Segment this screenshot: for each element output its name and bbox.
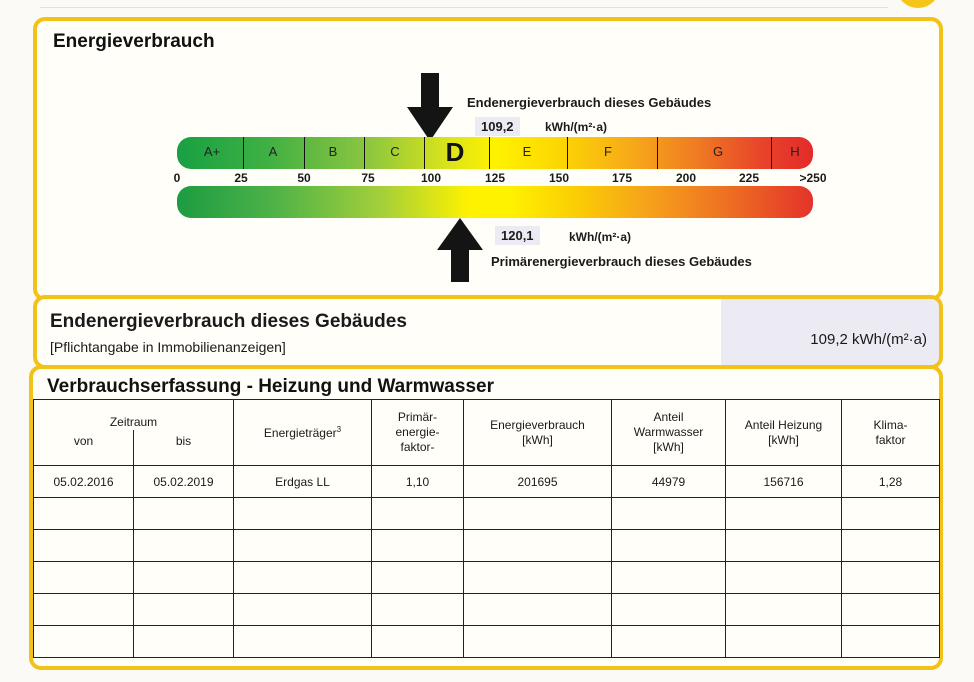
primary-energy-bar	[177, 186, 813, 218]
energy-class-label: G	[712, 144, 724, 159]
section-title-endenergie: Endenergieverbrauch dieses Gebäudes	[50, 311, 407, 332]
header-klimafaktor: Klima- faktor	[842, 400, 940, 466]
energy-class-label: B	[328, 144, 338, 159]
scale-ticks	[173, 171, 827, 187]
energy-class-label: C	[390, 144, 400, 159]
scale-tick-label: 125	[484, 171, 506, 185]
cell-energieverbrauch: 201695	[464, 466, 612, 498]
class-separator	[364, 137, 365, 169]
end-energy-value: 109,2	[475, 117, 520, 136]
class-separator	[489, 137, 490, 169]
header-energieverbrauch: Energieverbrauch [kWh]	[464, 400, 612, 466]
primary-energy-value: 120,1	[495, 226, 540, 245]
scale-tick-label: 50	[297, 171, 311, 185]
end-energy-unit: kWh/(m²·a)	[545, 120, 607, 134]
class-separator	[304, 137, 305, 169]
cell-klimafaktor: 1,28	[842, 466, 940, 498]
table-row-empty	[34, 530, 940, 562]
energy-class-label: A	[268, 144, 278, 159]
pflichtangabe-note: [Pflichtangabe in Immobilienanzeigen]	[50, 339, 286, 355]
scale-tick-label: 200	[675, 171, 697, 185]
header-primaerenergiefaktor: Primär- energie- faktor-	[372, 400, 464, 466]
energy-class-label: H	[790, 144, 800, 159]
header-von: von	[34, 430, 134, 466]
scale-tick-label: 175	[611, 171, 633, 185]
class-separator	[424, 137, 425, 169]
scale-tick-label: 225	[738, 171, 760, 185]
endenergie-summary-section	[33, 295, 943, 369]
scale-tick-label: 0	[173, 171, 181, 185]
scale-tick-label: 25	[234, 171, 248, 185]
cell-anteil-heizung: 156716	[726, 466, 842, 498]
end-energy-label: Endenergieverbrauch dieses Gebäudes	[467, 95, 712, 110]
energy-class-active: D	[445, 137, 465, 167]
header-bis: bis	[134, 430, 234, 466]
endenergie-value-field	[721, 299, 939, 365]
class-separator	[657, 137, 658, 169]
header-energietraeger: Energieträger$^3$	[234, 400, 372, 466]
energy-class-label: E	[522, 144, 532, 159]
consumption-table	[33, 399, 940, 658]
energy-class-label: A+	[203, 144, 221, 159]
endenergie-value: 109,2 kWh/(m²·a)	[810, 331, 927, 348]
class-separator	[567, 137, 568, 169]
cell-primaerfaktor: 1,10	[372, 466, 464, 498]
class-separator	[243, 137, 244, 169]
scale-tick-label: 100	[420, 171, 442, 185]
scale-tick-label: 75	[361, 171, 375, 185]
energy-class-label: F	[604, 144, 612, 159]
table-row-empty	[34, 498, 940, 530]
section-title-energieverbrauch: Energieverbrauch	[53, 31, 215, 52]
primary-energy-unit: kWh/(m²·a)	[569, 230, 631, 244]
cell-von: 05.02.2016	[34, 466, 134, 498]
header-anteil-heizung: Anteil Heizung [kWh]	[726, 400, 842, 466]
table-row-empty	[34, 594, 940, 626]
table-row-empty	[34, 626, 940, 658]
cell-bis: 05.02.2019	[134, 466, 234, 498]
class-separator	[771, 137, 772, 169]
top-edge	[40, 0, 888, 8]
primary-energy-arrow-icon	[437, 218, 483, 282]
table-row-empty	[34, 562, 940, 594]
scale-tick-label: >250	[799, 171, 827, 185]
cell-anteil-warmwasser: 44979	[612, 466, 726, 498]
energieverbrauch-section	[33, 17, 943, 301]
cell-energietraeger: Erdgas LL	[234, 466, 372, 498]
header-zeitraum: Zeitraum	[34, 400, 234, 430]
verbrauchserfassung-section	[29, 365, 943, 670]
table-row	[34, 466, 940, 498]
scale-tick-label: 150	[548, 171, 570, 185]
energy-class-bar	[177, 137, 813, 169]
end-energy-arrow-icon	[407, 73, 453, 141]
section-title-verbrauchserfassung: Verbrauchserfassung - Heizung und Warmwasser	[47, 376, 494, 397]
header-anteil-warmwasser: Anteil Warmwasser [kWh]	[612, 400, 726, 466]
primary-energy-label: Primärenergieverbrauch dieses Gebäudes	[491, 254, 752, 269]
corner-badge	[896, 0, 940, 8]
